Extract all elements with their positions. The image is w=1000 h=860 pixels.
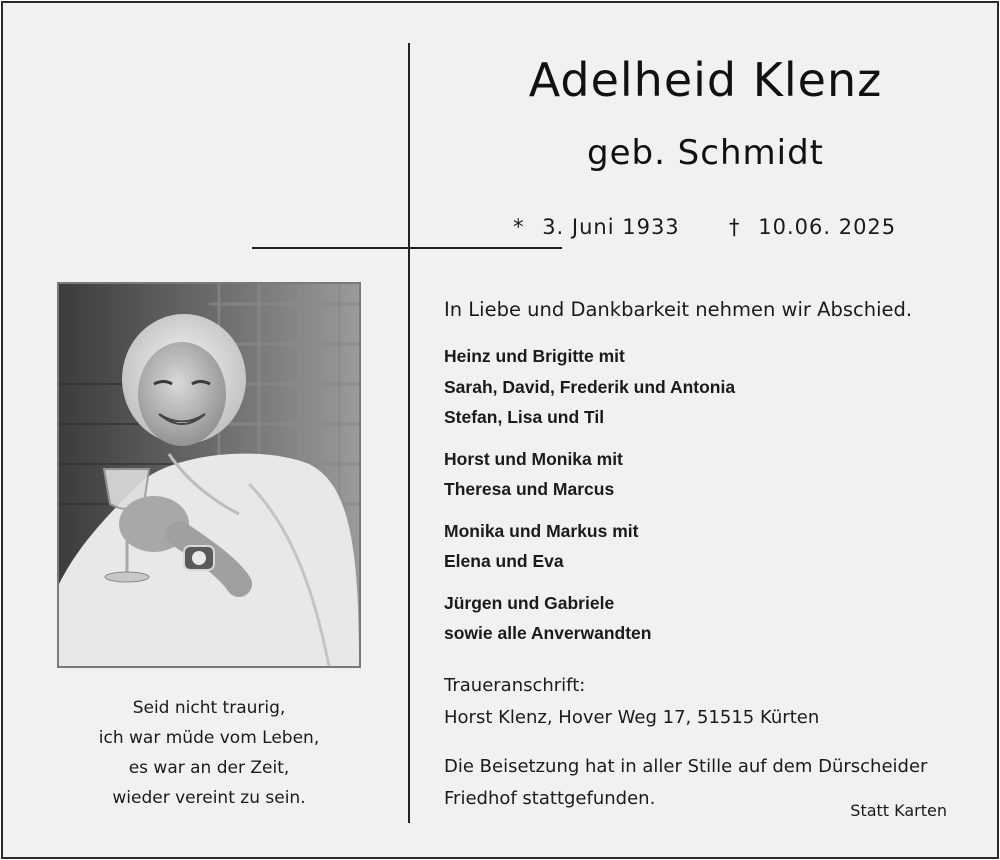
burial-line: Friedhof stattgefunden. <box>444 788 656 809</box>
mourners-list <box>444 341 964 660</box>
family-line: Stefan, Lisa und Til <box>444 407 605 427</box>
family-group <box>444 588 964 649</box>
family-group <box>444 516 964 577</box>
quote-line: es war an der Zeit, <box>128 758 290 778</box>
burial-line: Die Beisetzung hat in aller Stille auf dem Dürscheider <box>444 756 928 777</box>
death-cross-icon: † <box>729 215 741 239</box>
family-group <box>444 444 964 505</box>
portrait-photo <box>57 282 361 668</box>
family-line: Horst und Monika mit <box>444 448 623 469</box>
quote-line: Seid nicht traurig, <box>132 698 286 718</box>
obituary-card <box>1 1 999 859</box>
quote-line: wieder vereint zu sein. <box>112 788 306 808</box>
life-dates <box>513 215 896 239</box>
family-line: Theresa und Marcus <box>444 479 615 499</box>
birth-date: 3. Juni 1933 <box>542 215 680 239</box>
death-date: 10.06. 2025 <box>758 215 897 239</box>
family-line: sowie alle Anverwandten <box>444 623 652 643</box>
family-line: Jürgen und Gabriele <box>444 592 615 613</box>
mourning-address <box>444 670 819 734</box>
quote-line: ich war müde vom Leben, <box>98 728 320 748</box>
maiden-name: geb. Schmidt <box>586 133 824 173</box>
address-text: Horst Klenz, Hover Weg 17, 51515 Kürten <box>444 707 820 728</box>
memorial-quote <box>58 693 360 813</box>
birth-star-icon: * <box>513 215 525 239</box>
farewell-text: In Liebe und Dankbarkeit nehmen wir Abschied. <box>444 298 913 321</box>
address-label: Traueranschrift: <box>444 675 586 696</box>
family-line: Sarah, David, Frederik und Antonia <box>444 376 736 397</box>
cross-horizontal-bar <box>252 247 562 249</box>
family-line: Elena und Eva <box>444 551 564 571</box>
statt-karten-note: Statt Karten <box>850 801 947 820</box>
deceased-name: Adelheid Klenz <box>528 53 883 107</box>
cross-vertical-bar <box>408 43 410 823</box>
family-group <box>444 341 964 433</box>
family-line: Heinz und Brigitte mit <box>444 346 625 366</box>
family-line: Monika und Markus mit <box>444 520 639 541</box>
